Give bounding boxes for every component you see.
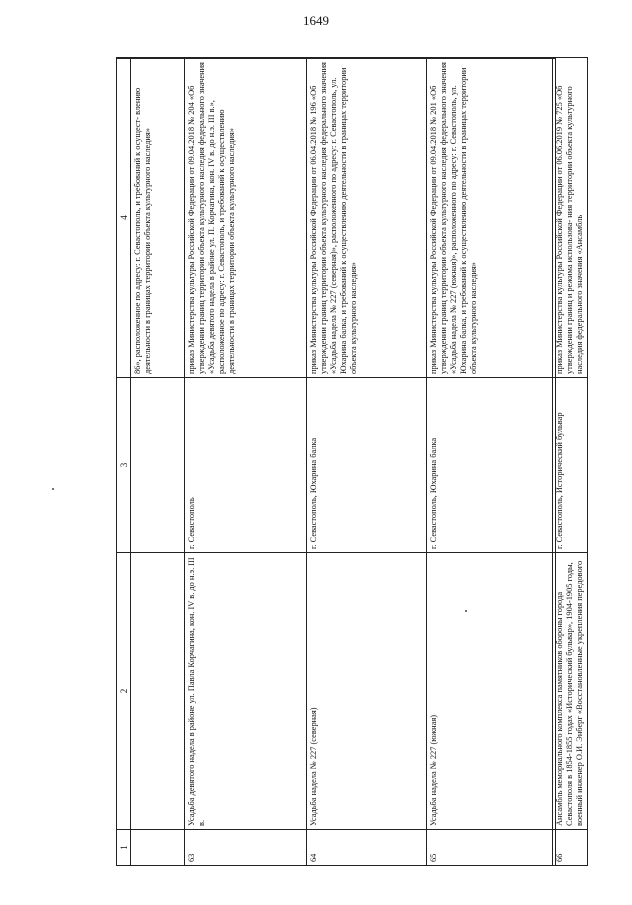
page-number: 1649 <box>303 13 329 28</box>
object-address: г. Севастополь <box>185 378 307 553</box>
object-address: г. Севастополь, Юхарина балка <box>307 378 427 553</box>
row-number: 64 <box>307 830 427 866</box>
table-row <box>185 58 307 866</box>
header-col-3: 3 <box>117 378 131 553</box>
object-name: Ансамбль мемориального комплекса памятников обороны города Севастополя в 1854-1855 годах «Исторический бульвар», 1904-1905 годы, военный инженер О.И. Энберг «Восстановленные укрепления передового <box>553 553 588 830</box>
table-row <box>131 58 185 866</box>
row-number: 63 <box>185 830 307 866</box>
approval-document: 86», расположенное по адресу: г. Севастополь, и требований к осущест- влению деятельности в границах территории объекта культурного наследия» <box>131 58 185 378</box>
approval-document: приказ Министерства культуры Российской Федерации от 06.06.2019 № 725 «Об утверждении границ и режима использова- ния территории объекта культурного наследия федерального значения «Ансамбль <box>553 58 588 378</box>
approval-document: приказ Министерства культуры Российской Федерации от 09.04.2018 № 204 «Об утверждении границ территории объекта культурного наследия федерального значения «Усадьба девятого надела в районе ул. П. Корчагина, кон. IV в. до н.э. III в.», расположенное по адресу: г. Севастополь, и требований к осуществлению деятельности в границах территории объекта культурного наследия» <box>185 58 307 378</box>
row-number: 66 <box>553 830 588 866</box>
object-name: Усадьба надела № 227 (северная) <box>307 553 427 830</box>
header-row <box>117 58 131 866</box>
approval-document: приказ Министерства культуры Российской Федерации от 06.04.2018 № 196 «Об утверждении границ территории объекта культурного наследия федерального значения «Усадьба надела № 227 (северная)», расположенного по адресу: г. Севастополь, ул. Юхарина балка, и требований к осуществлению деятельности в границах территории объекта культурного наследия» <box>307 58 427 378</box>
object-name: Усадьба девятого надела в районе ул. Павла Корчагина, кон. IV в. до н.э. III в. <box>185 553 307 830</box>
object-name: Усадьба надела № 227 (южная) <box>427 553 553 830</box>
registry-table <box>116 57 588 866</box>
registry-table-rotated <box>116 58 584 866</box>
row-number <box>131 830 185 866</box>
table-row <box>553 58 588 866</box>
registry-table-rotated-container <box>116 58 584 866</box>
row-number: 65 <box>427 830 553 866</box>
object-address <box>131 378 185 553</box>
object-address: г. Севастополь, Юхарина балка <box>427 378 553 553</box>
object-address: г. Севастополь, Исторический бульвар <box>553 378 588 553</box>
header-col-2: 2 <box>117 553 131 830</box>
approval-document: приказ Министерства культуры Российской Федерации от 09.04.2018 № 201 «Об утверждении границ территории объекта культурного наследия федерального значения «Усадьба надела № 227 (южная)», расположенного по адресу: г. Севастополь, ул. Юхарина балка, и требований к осуществлению деятельности в границах территории объекта культурного наследия» <box>427 58 553 378</box>
table-row <box>307 58 427 866</box>
header-col-1: 1 <box>117 830 131 866</box>
scan-speck <box>52 488 54 490</box>
object-name <box>131 553 185 830</box>
header-col-4: 4 <box>117 58 131 378</box>
table-row <box>427 58 553 866</box>
